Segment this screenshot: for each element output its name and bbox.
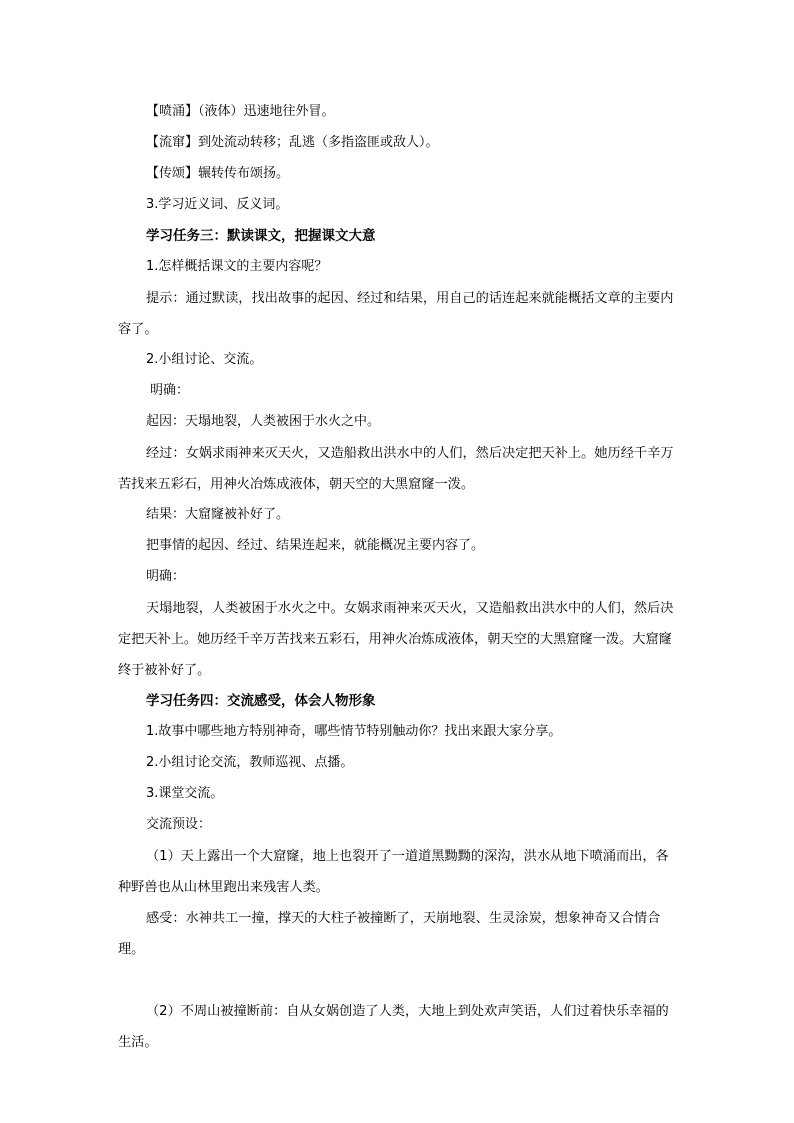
task4-point-1: （1）天上露出一个大窟窿，地上也裂开了一道道黑黝黝的深沟，洪水从地下喷涌而出，各种野兽也从山林里跑出来残害人类。 (118, 849, 669, 895)
task3-question-2: 2.小组讨论、交流。 (146, 352, 263, 367)
task4-feeling: 感受：水神共工一撞，撑天的大柱子被撞断了，天崩地裂、生灵涂炭，想象神奇又合情合理。 (118, 911, 661, 957)
task3-summary: 天塌地裂，人类被困于水火之中。女娲求雨神来灭天火，又造船救出洪水中的人们，然后决定把天补上。她历经千辛万苦找来五彩石，用神火冶炼成液体，朝天空的大黑窟窿一泼。大窟窿终于被补好了。 (118, 601, 674, 678)
task4-point-2: （2）不周山被撞断前：自从女娲创造了人类，大地上到处欢声笑语，人们过着快乐幸福的生活。 (118, 1004, 669, 1050)
task3-hint: 提示：通过默读，找出故事的起因、经过和结果，用自己的话连起来就能概括文章的主要内容了。 (118, 291, 674, 337)
vocab-liucuan: 【流窜】到处流动转移；乱逃（多指盗匪或敌人）。 (146, 135, 439, 150)
task3-clarify-2: 明确： (146, 569, 186, 584)
task3-result: 结果：大窟窿被补好了。 (146, 507, 290, 522)
task3-connect: 把事情的起因、经过、结果连起来，就能概况主要内容了。 (146, 538, 485, 553)
task4-question-3: 3.课堂交流。 (146, 786, 224, 801)
vocab-chuansong: 【传颂】辗转传布颂扬。 (146, 166, 290, 181)
vocab-pengyong: 【喷涌】（液体）迅速地往外冒。 (146, 104, 335, 119)
task4-preset: 交流预设： (146, 817, 212, 832)
task3-clarify-1: 明确： (150, 383, 190, 398)
task4-question-1: 1.故事中哪些地方特别神奇，哪些情节特别触动你？找出来跟大家分享。 (146, 724, 562, 739)
task3-heading: 学习任务三：默读课文，把握课文大意 (146, 228, 376, 244)
task4-question-2: 2.小组讨论交流，教师巡视、点播。 (146, 755, 354, 770)
task3-question-1: 1.怎样概括课文的主要内容呢？ (146, 259, 328, 274)
step-3: 3.学习近义词、反义词。 (146, 197, 289, 212)
task3-cause: 起因：天塌地裂，人类被困于水火之中。 (146, 414, 381, 429)
task3-process: 经过：女娲求雨神来灭天火，又造船救出洪水中的人们，然后决定把天补上。她历经千辛万苦找来五彩石，用神火冶炼成液体，朝天空的大黑窟窿一泼。 (118, 446, 674, 492)
task4-heading: 学习任务四：交流感受，体会人物形象 (146, 693, 376, 709)
